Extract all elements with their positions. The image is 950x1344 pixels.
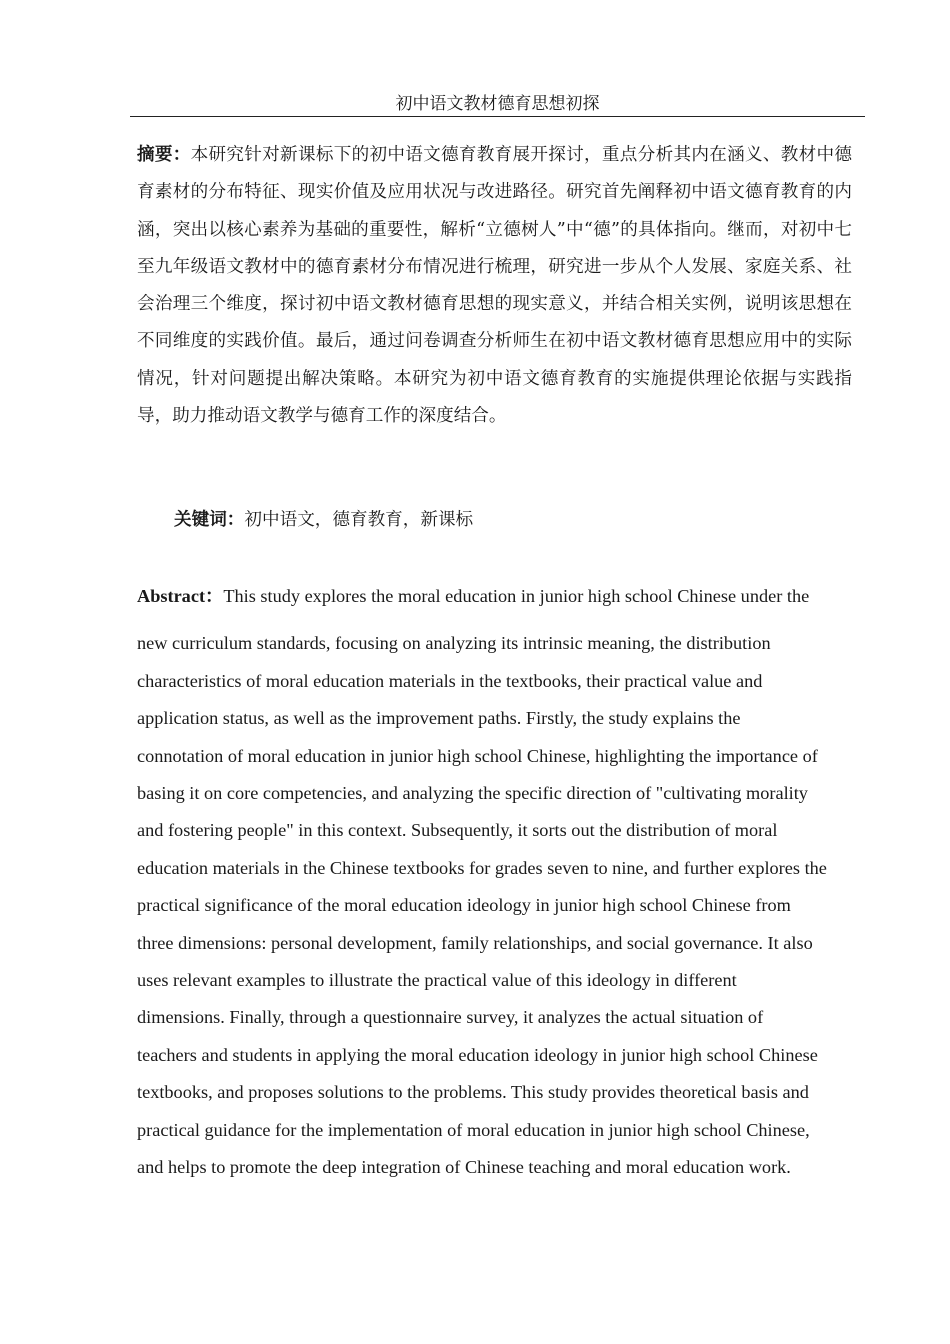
abstract-en-line: teachers and students in applying the moral education ideology in junior high school Chinese	[137, 1044, 818, 1065]
abstract-en-line: new curriculum standards, focusing on analyzing its intrinsic meaning, the distribution	[137, 633, 771, 654]
abstract-en-line: three dimensions: personal development, family relationships, and social governance. It also	[137, 932, 813, 953]
abstract-zh-label: 摘要：	[137, 145, 191, 165]
abstract-en-line: Abstract：This study explores the moral education in junior high school Chinese under the	[137, 586, 810, 606]
abstract-en-line: and fostering people" in this context. Subsequently, it sorts out the distribution of moral	[137, 820, 778, 841]
abstract-en-line: characteristics of moral education materials in the textbooks, their practical value and	[137, 670, 763, 691]
abstract-en-label: Abstract：	[137, 586, 224, 606]
keywords-zh	[174, 505, 473, 535]
abstract-en-line: dimensions. Finally, through a questionnaire survey, it analyzes the actual situation of	[137, 1007, 764, 1028]
abstract-en-line: uses relevant examples to illustrate the practical value of this ideology in different	[137, 970, 737, 991]
abstract-zh-text: 本研究针对新课标下的初中语文德育教育展开探讨，重点分析其内在涵义、教材中德育素材的分布特征、现实价值及应用状况与改进路径。研究首先阐释初中语文德育教育的内涵，突出以核心素养为基础的重要性，解析“立德树人”中“德”的具体指向。继而，对初中七至九年级语文教材中的德育素材分布情况进行梳理，研究进一步从个人发展、家庭关系、社会治理三个维度，探讨初中语文教材德育思想的现实意义，并结合相关实例，说明该思想在不同维度的实践价值。最后，通过问卷调查分析师生在初中语文教材德育思想应用中的实际情况，针对问题提出解决策略。本研究为初中语文德育教育的实施提供理论依据与实践指导，助力推动语文教学与德育工作的深度结合。	[137, 145, 852, 427]
keywords-zh-text: 初中语文，德育教育，新课标	[244, 510, 474, 530]
abstract-en-line: education materials in the Chinese textbooks for grades seven to nine, and further explores the	[137, 857, 827, 878]
abstract-en-line: practical significance of the moral education ideology in junior high school Chinese from	[137, 895, 791, 916]
abstract-en-line: practical guidance for the implementation of moral education in junior high school Chinese,	[137, 1119, 810, 1140]
header-title: 初中语文教材德育思想初探	[395, 94, 600, 114]
abstract-en-line: basing it on core competencies, and analyzing the specific direction of "cultivating morality	[137, 783, 808, 804]
abstract-zh	[137, 137, 852, 435]
abstract-en-line: and helps to promote the deep integration of Chinese teaching and moral education work.	[137, 1157, 791, 1178]
abstract-en-line: application status, as well as the improvement paths. Firstly, the study explains the	[137, 708, 741, 729]
keywords-zh-label: 关键词：	[174, 510, 245, 530]
abstract-en-line: connotation of moral education in junior high school Chinese, highlighting the importance of	[137, 745, 818, 766]
running-header	[130, 92, 865, 117]
abstract-en	[137, 578, 862, 1187]
abstract-en-line: textbooks, and proposes solutions to the problems. This study provides theoretical basis and	[137, 1082, 809, 1103]
